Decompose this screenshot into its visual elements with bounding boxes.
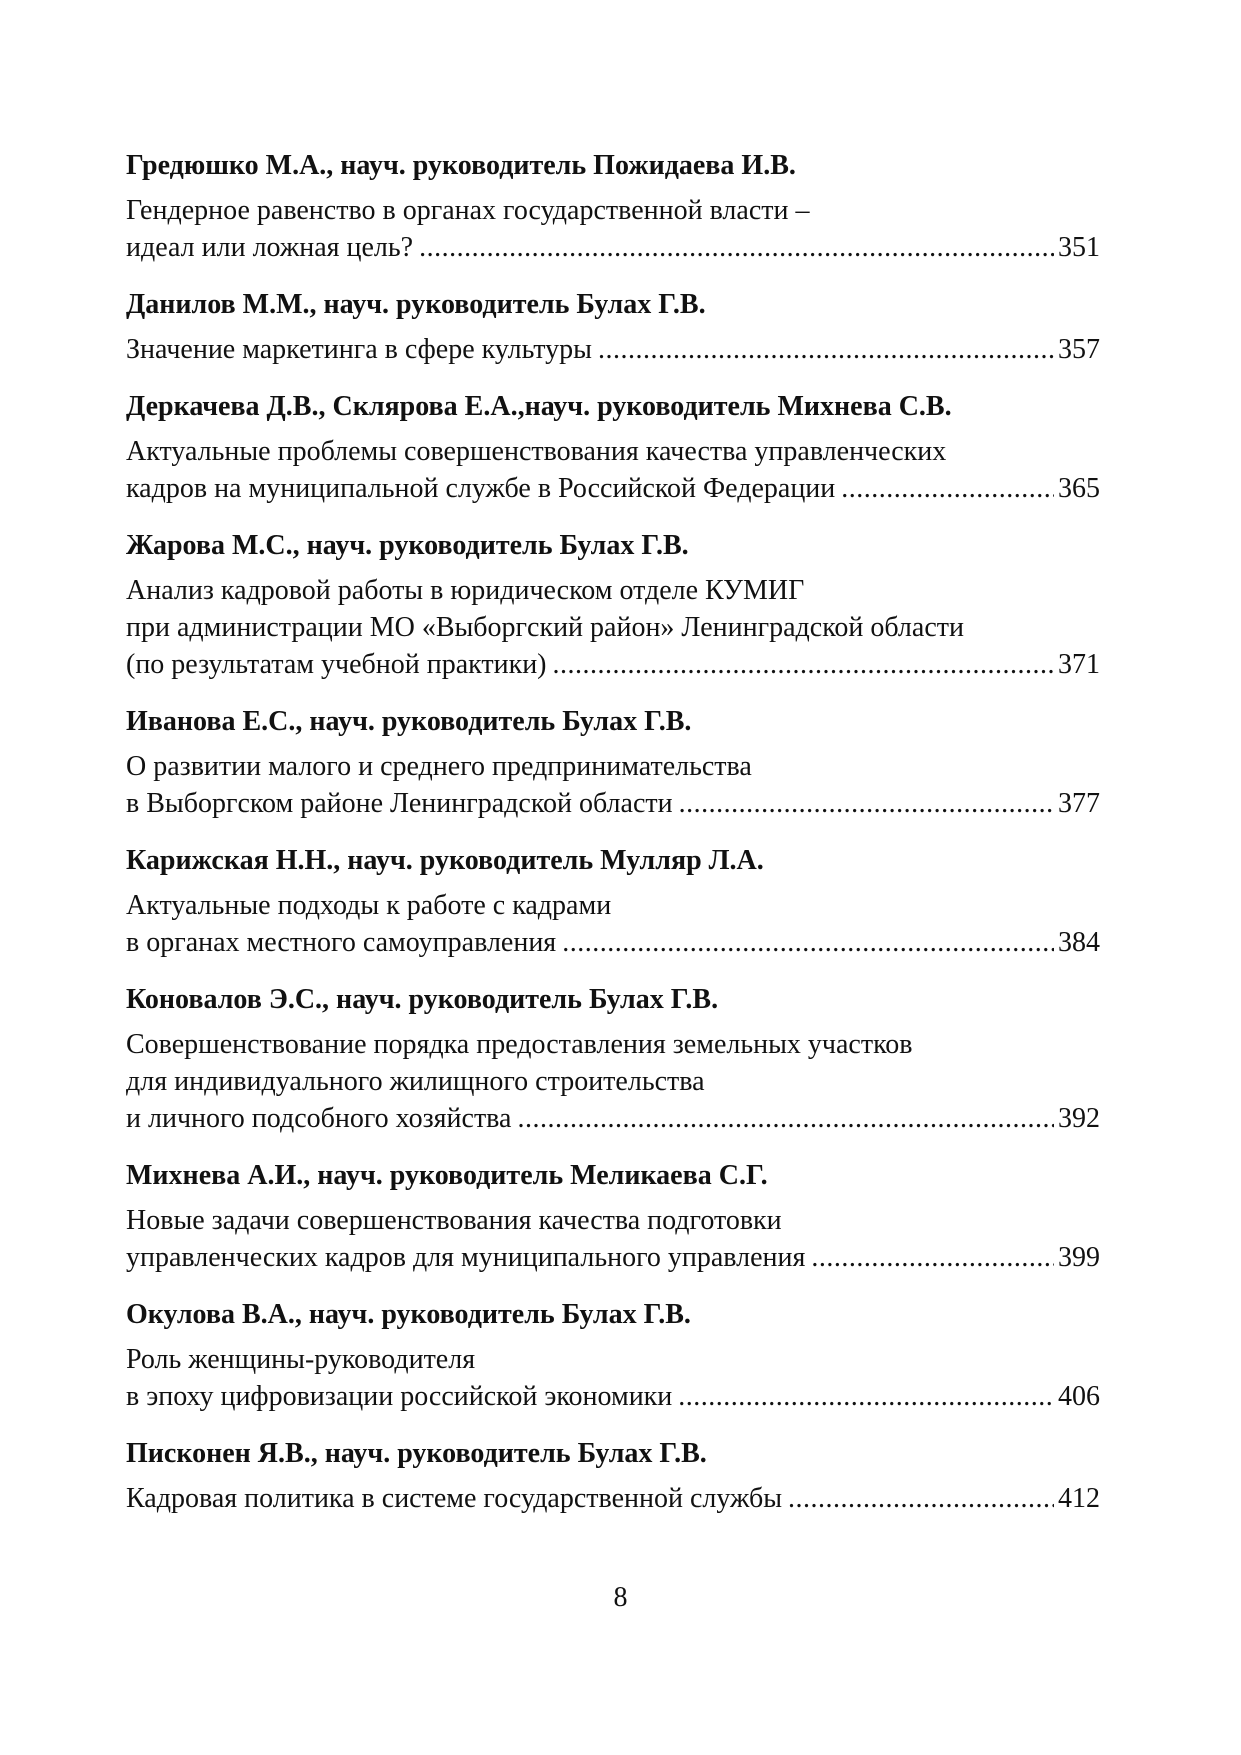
- entry-last-line: [126, 785, 1100, 822]
- entry-title-end: (по результатам учебной практики): [126, 649, 547, 680]
- entry-page-number: 384: [1058, 927, 1100, 958]
- entry-last-line: [126, 331, 1100, 368]
- page-number: 8: [613, 1582, 628, 1613]
- entry-last-line: [126, 1100, 1100, 1137]
- entry-author: Иванова Е.С., науч. руководитель Булах Г.В.: [126, 706, 692, 737]
- dot-leader: [419, 229, 1054, 266]
- entry-last-line: [126, 470, 1100, 507]
- entry-title-line: Актуальные подходы к работе с кадрами: [126, 890, 612, 921]
- toc-entry: [126, 389, 1100, 507]
- entry-title-end: в органах местного самоуправления: [126, 927, 557, 958]
- entry-title-line: Роль женщины-руководителя: [126, 1344, 476, 1375]
- toc-entry: [126, 1436, 1100, 1517]
- entry-author: Михнева А.И., науч. руководитель Меликаева С.Г.: [126, 1160, 768, 1191]
- dot-leader: [598, 331, 1054, 368]
- entry-author: Данилов М.М., науч. руководитель Булах Г.В.: [126, 289, 706, 320]
- entry-title-end: идеал или ложная цель?: [126, 232, 414, 263]
- entry-author: Гредюшко М.А., науч. руководитель Пожидаева И.В.: [126, 150, 796, 181]
- entry-last-line: [126, 1480, 1100, 1517]
- entry-author: Деркачева Д.В., Склярова Е.А.,науч. руководитель Михнева С.В.: [126, 391, 952, 422]
- entry-title-line: Актуальные проблемы совершенствования качества управленческих: [126, 436, 947, 467]
- entry-page-number: 351: [1058, 232, 1100, 263]
- dot-leader: [788, 1480, 1054, 1517]
- entry-author: Карижская Н.Н., науч. руководитель Мулляр Л.А.: [126, 845, 764, 876]
- entry-title-line: О развитии малого и среднего предпринимательства: [126, 751, 752, 782]
- dot-leader: [562, 924, 1054, 961]
- entry-title-line: Анализ кадровой работы в юридическом отделе КУМИГ: [126, 575, 805, 606]
- toc-entry: [126, 287, 1100, 368]
- entry-title-end: в эпоху цифровизации российской экономики: [126, 1381, 673, 1412]
- entry-page-number: 357: [1058, 334, 1100, 365]
- entry-page-number: 392: [1058, 1103, 1100, 1134]
- dot-leader: [811, 1239, 1054, 1276]
- entry-title-line: при администрации МО «Выборгский район» Ленинградской области: [126, 612, 964, 643]
- entry-page-number: 365: [1058, 473, 1100, 504]
- entry-author: Окулова В.А., науч. руководитель Булах Г.В.: [126, 1299, 691, 1330]
- toc-entry: [126, 704, 1100, 822]
- dot-leader: [517, 1100, 1054, 1137]
- entry-author: Писконен Я.В., науч. руководитель Булах Г.В.: [126, 1438, 707, 1469]
- entry-title-end: в Выборгском районе Ленинградской области: [126, 788, 673, 819]
- entry-page-number: 412: [1058, 1483, 1100, 1514]
- entry-page-number: 371: [1058, 649, 1100, 680]
- dot-leader: [553, 646, 1054, 683]
- entry-title-end: Кадровая политика в системе государственной службы: [126, 1483, 783, 1514]
- entry-title-line: Совершенствование порядка предоставления земельных участков: [126, 1029, 913, 1060]
- toc-entry: [126, 528, 1100, 683]
- dot-leader: [841, 470, 1054, 507]
- toc-entry: [126, 1158, 1100, 1276]
- entry-author: Коновалов Э.С., науч. руководитель Булах Г.В.: [126, 984, 719, 1015]
- entry-last-line: [126, 924, 1100, 961]
- toc-entry: [126, 982, 1100, 1137]
- toc-entry: [126, 148, 1100, 266]
- dot-leader: [679, 785, 1054, 822]
- entry-last-line: [126, 1378, 1100, 1415]
- entry-last-line: [126, 646, 1100, 683]
- entry-title-line: Гендерное равенство в органах государственной власти –: [126, 195, 810, 226]
- dot-leader: [678, 1378, 1054, 1415]
- toc-entry: [126, 1297, 1100, 1415]
- entry-last-line: [126, 1239, 1100, 1276]
- entry-page-number: 399: [1058, 1242, 1100, 1273]
- entry-title-line: для индивидуального жилищного строительства: [126, 1066, 705, 1097]
- entry-page-number: 406: [1058, 1381, 1100, 1412]
- entry-author: Жарова М.С., науч. руководитель Булах Г.В.: [126, 530, 689, 561]
- entry-page-number: 377: [1058, 788, 1100, 819]
- entry-title-end: и личного подсобного хозяйства: [126, 1103, 512, 1134]
- entry-last-line: [126, 229, 1100, 266]
- table-of-contents: [126, 148, 1100, 1517]
- toc-entry: [126, 843, 1100, 961]
- entry-title-end: Значение маркетинга в сфере культуры: [126, 334, 592, 365]
- entry-title-end: управленческих кадров для муниципального управления: [126, 1242, 806, 1273]
- entry-title-line: Новые задачи совершенствования качества подготовки: [126, 1205, 782, 1236]
- entry-title-end: кадров на муниципальной службе в Российской Федерации: [126, 473, 836, 504]
